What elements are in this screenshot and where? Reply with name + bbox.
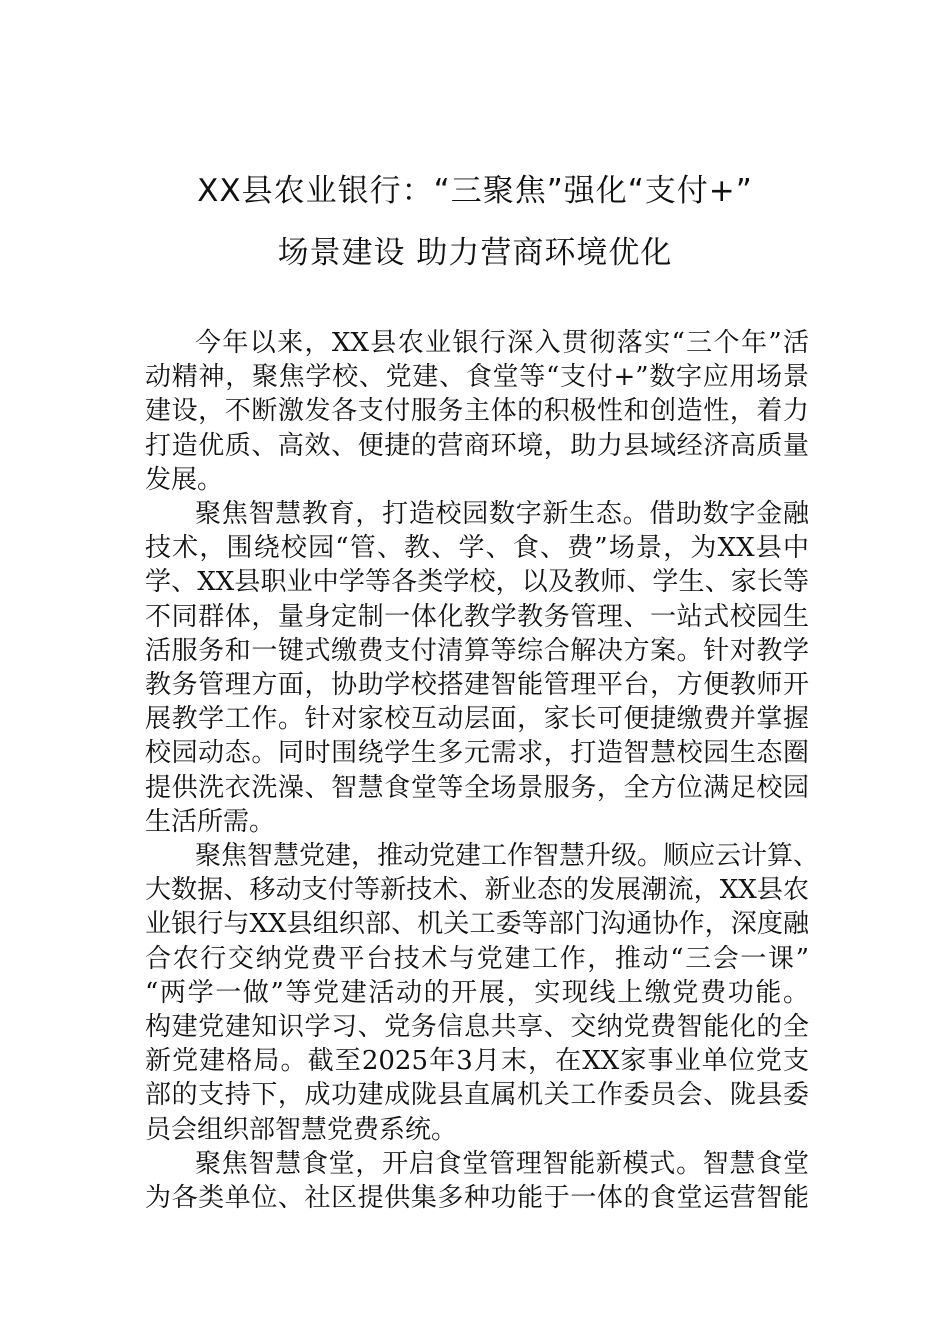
text-line: 展教学工作。针对家校互动层面，家长可便捷缴费并掌握 (145, 704, 809, 735)
text-line: 聚焦智慧党建，推动党建工作智慧升级。顺应云计算、 (195, 841, 820, 872)
text-line: 校园动态。同时围绕学生多元需求，打造智慧校园生态圈 (145, 738, 809, 769)
text-line: 学、XX县职业中学等各类学校，以及教师、学生、家长等 (145, 567, 809, 598)
text-line: 聚焦智慧食堂，开启食堂管理智能新模式。智慧食堂 (195, 1148, 809, 1179)
text-line: 技术，围绕校园“管、教、学、食、费”场景，为XX县中 (145, 533, 809, 564)
text-line: 为各类单位、社区提供集多种功能于一体的食堂运营智能 (145, 1183, 809, 1214)
text-line: 今年以来，XX县农业银行深入贯彻落实“三个年”活 (195, 328, 809, 358)
document-body (145, 326, 820, 1215)
text-line: 大数据、移动支付等新技术、新业态的发展潮流，XX县农 (145, 875, 809, 906)
paragraph (145, 839, 820, 1147)
paragraph (145, 326, 809, 497)
text-line: 打造优质、高效、便捷的营商环境，助力县域经济高质量 (145, 430, 809, 461)
title-line: XX县农业银行：“三聚焦”强化“支付+” (197, 173, 753, 209)
text-line: 部的支持下，成功建成陇县直属机关工作委员会、陇县委 (145, 1080, 809, 1111)
text-line: 聚焦智慧教育，打造校园数字新生态。借助数字金融 (195, 499, 809, 530)
text-line: 合农行交纳党费平台技术与党建工作，推动“三会一课” (145, 943, 809, 974)
text-line: 员会组织部智慧党费系统。 (145, 1114, 458, 1145)
text-line: 业银行与XX县组织部、机关工委等部门沟通协作，深度融 (145, 909, 809, 940)
text-line: 建设，不断激发各支付服务主体的积极性和创造性，着力 (145, 396, 809, 427)
text-line: 提供洗衣洗澡、智慧食堂等全场景服务，全方位满足校园 (145, 772, 809, 803)
text-line: 活服务和一键式缴费支付清算等综合解决方案。针对教学 (145, 635, 809, 666)
text-line: 发展。 (145, 464, 224, 495)
text-line: 动精神，聚焦学校、党建、食堂等“支付+”数字应用场景 (145, 362, 809, 393)
text-line: 新党建格局。截至2025年3月末，在XX家事业单位党支 (145, 1046, 809, 1077)
text-line: 构建党建知识学习、党务信息共享、交纳党费智能化的全 (145, 1012, 809, 1043)
text-line: “两学一做”等党建活动的开展，实现线上缴党费功能。 (145, 977, 809, 1008)
paragraph (145, 497, 809, 839)
title-line: 场景建设 助力营商环境优化 (277, 235, 673, 271)
document-title (120, 160, 830, 284)
text-line: 教务管理方面，协助学校搭建智能管理平台，方便教师开 (145, 670, 809, 701)
text-line: 生活所需。 (145, 806, 276, 837)
paragraph (145, 1147, 809, 1215)
text-line: 不同群体，量身定制一体化教学教务管理、一站式校园生 (145, 601, 809, 632)
